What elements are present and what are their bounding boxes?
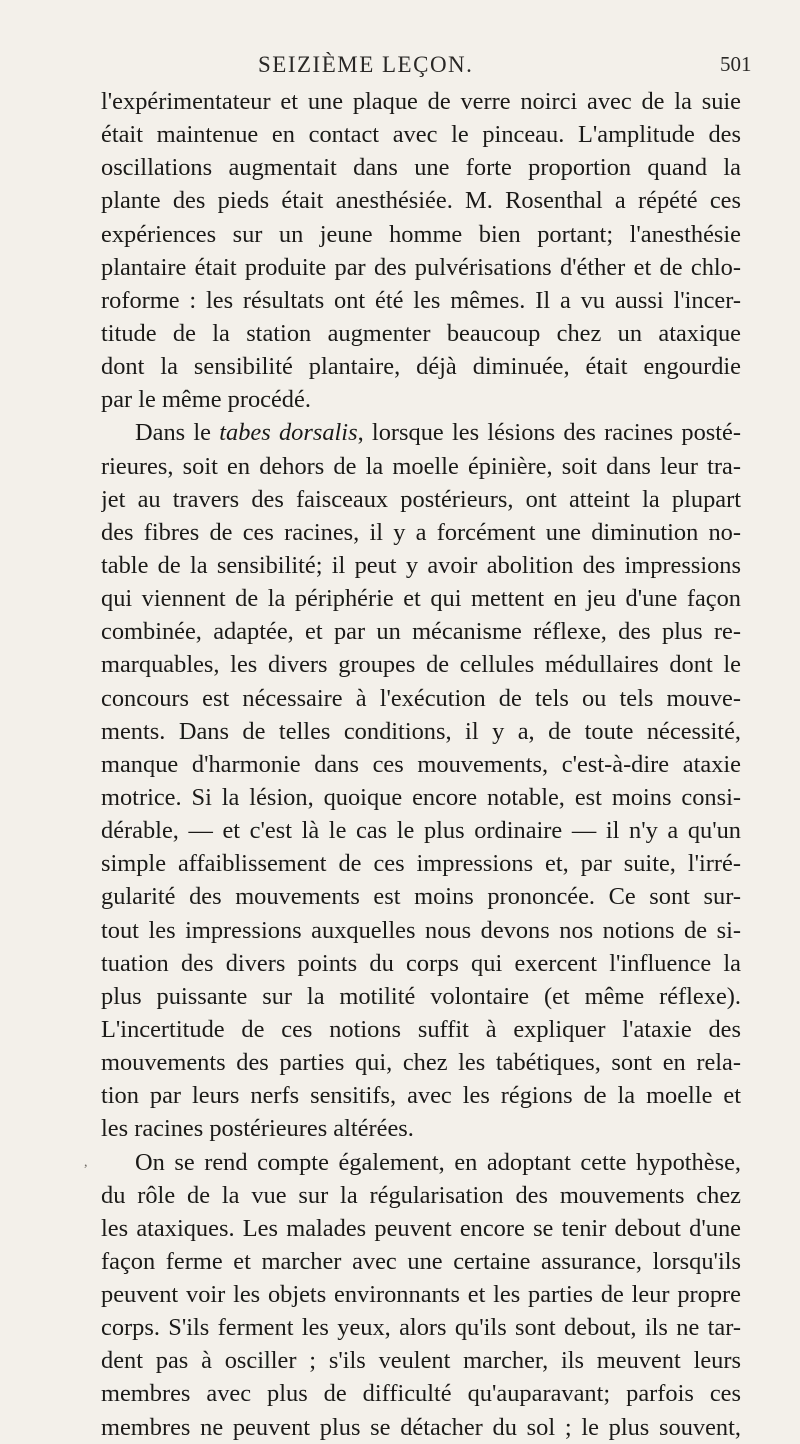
text-line: titude de la station augmenter beaucoup chez un ataxique [101,319,741,347]
text-line: table de la sensibilité; il peut y avoir abolition des impressions [101,551,741,579]
text-line: motrice. Si la lésion, quoique encore notable, est moins consi- [101,783,741,811]
text-line: roforme : les résultats ont été les mêmes. Il a vu aussi l'incer- [101,286,741,314]
text-line: simple affaiblissement de ces impressions et, par suite, l'irré- [101,850,741,878]
text-line: tuation des divers points du corps qui exercent l'influence la [101,949,741,977]
text-line: peuvent voir les objets environnants et les parties de leur propre [101,1281,741,1309]
paragraph-start-line [101,416,741,449]
text-line: ments. Dans de telles conditions, il y a, de toute nécessité, [101,717,741,745]
text-line: jet au travers des faisceaux postérieurs, ont atteint la plupart [101,485,741,513]
italic-term: tabes dorsalis [219,419,358,447]
margin-mark: , [84,1155,88,1170]
text-line: corps. S'ils ferment les yeux, alors qu'ils sont debout, ils ne tar- [101,1314,741,1342]
text-line: membres avec plus de difficulté qu'auparavant; parfois ces [101,1380,741,1408]
paragraph-end-line: les racines postérieures altérées. [101,1115,414,1143]
body-text [101,85,741,1444]
text-line: expériences sur un jeune homme bien portant; l'anesthésie [101,220,741,248]
text-line: mouvements des parties qui, chez les tabétiques, sont en rela- [101,1049,741,1077]
running-title: SEIZIÈME LEÇON. [258,52,474,77]
text-line: dent pas à osciller ; s'ils veulent marcher, ils meuvent leurs [101,1347,741,1375]
text-line: plante des pieds était anesthésiée. M. Rosenthal a répété ces [101,187,741,215]
text-line: dont la sensibilité plantaire, déjà diminuée, était engourdie [101,353,741,381]
line-text: , lorsque les lésions des racines posté- [357,419,741,447]
paragraph-end-line: par le même procédé. [101,386,311,414]
text-line: manque d'harmonie dans ces mouvements, c'est-à-dire ataxie [101,750,741,778]
paragraph-start-line: On se rend compte également, en adoptant cette hypothèse, [135,1148,741,1176]
page-number: 501 [720,52,752,76]
text-line: membres ne peuvent plus se détacher du sol ; le plus souvent, [101,1413,741,1441]
text-line: plus puissante sur la motilité volontaire (et même réflexe). [101,982,741,1010]
text-line: l'expérimentateur et une plaque de verre noirci avec de la suie [101,88,741,115]
text-line: du rôle de la vue sur la régularisation des mouvements chez [101,1181,741,1209]
text-line: les ataxiques. Les malades peuvent encore se tenir debout d'une [101,1214,741,1242]
running-head [0,52,800,82]
text-line: plantaire était produite par des pulvérisations d'éther et de chlo- [101,253,741,281]
line-text: Dans le [135,419,220,447]
text-line: tout les impressions auxquelles nous devons nos notions de si- [101,916,741,944]
text-line: façon ferme et marcher avec une certaine assurance, lorsqu'ils [101,1247,741,1275]
text-line: rieures, soit en dehors de la moelle épinière, soit dans leur tra- [101,452,741,480]
text-line: des fibres de ces racines, il y a forcément une diminution no- [101,518,741,546]
text-line: qui viennent de la périphérie et qui mettent en jeu d'une façon [101,585,741,613]
text-line: gularité des mouvements est moins prononcée. Ce sont sur- [101,883,741,911]
text-line: combinée, adaptée, et par un mécanisme réflexe, des plus re- [101,618,741,646]
text-line: concours est nécessaire à l'exécution de tels ou tels mouve- [101,684,741,712]
text-line: tion par leurs nerfs sensitifs, avec les régions de la moelle et [101,1082,741,1110]
text-line: oscillations augmentait dans une forte proportion quand la [101,154,741,182]
text-line: marquables, les divers groupes de cellules médullaires dont le [101,651,741,679]
text-line: était maintenue en contact avec le pinceau. L'amplitude des [101,121,741,149]
text-line: dérable, — et c'est là le cas le plus ordinaire — il n'y a qu'un [101,817,741,845]
text-line: L'incertitude de ces notions suffit à expliquer l'ataxie des [101,1015,741,1043]
